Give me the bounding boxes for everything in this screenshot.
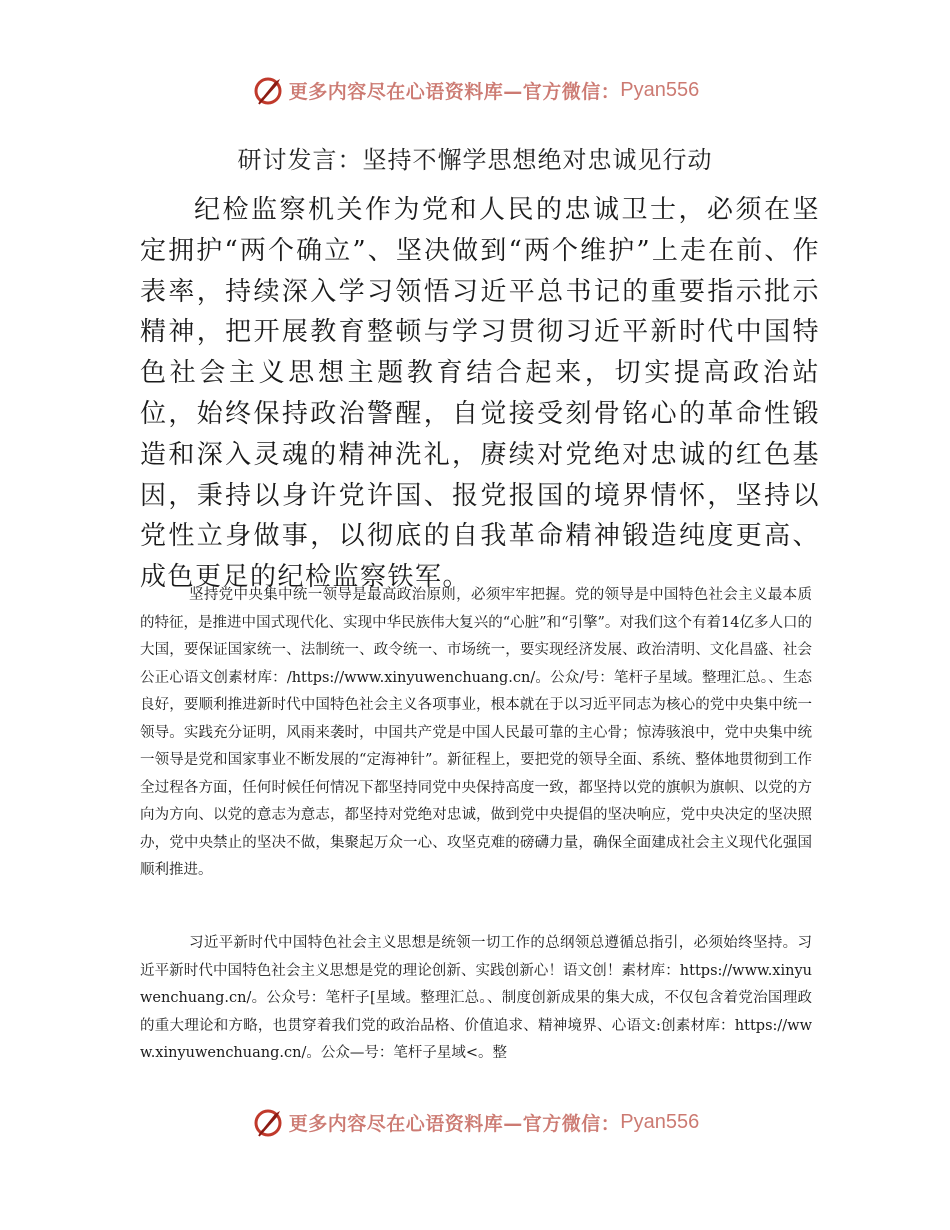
banner-text: 更多内容尽在心语资料库—官方微信： — [288, 1112, 621, 1135]
body-paragraph-1: 坚持党中央集中统一领导是最高政治原则，必须牢牢把握。党的领导是中国特色社会主义最本质的特征，是推进中国式现代化、实现中华民族伟大复兴的“心脏”和“引擎”。对我们这个有着14亿多人口的大国，要保证国家统一、法制统一、政令统一、市场统一，要实现经济发展、政治清明、文化昌盛、社会公正心语文创素材库：/https://www.xinyuwenchuang.cn/。公众/号：笔杆子星域。整理汇总。、生态良好，要顺利推进新时代中国特色社会主义各项事业，根本就在于以习近平同志为核心的党中央集中统一领导。实践充分证明，风雨来袭时，中国共产党是中国人民最可靠的主心骨；惊涛骇浪中，党中央集中统一领导是党和国家事业不断发展的“定海神针”。新征程上，要把党的领导全面、系统、整体地贯彻到工作全过程各方面，任何时候任何情况下都坚持同党中央保持高度一致，都坚持以党的旗帜为旗帜、以党的方向为方向、以党的意志为意志，都坚持对党绝对忠诚，做到党中央提倡的坚决响应，党中央决定的坚决照办，党中央禁止的坚决不做，集聚起万众一心、攻坚克难的磅礴力量，确保全面建成社会主义现代化强国顺利推进。 — [140, 587, 812, 878]
body-paragraph-2: 习近平新时代中国特色社会主义思想是统领一切工作的总纲领总遵循总指引，必须始终坚持。习近平新时代中国特色社会主义思想是党的理论创新、实践创新心！语文创！素材库：https://www.xinyuwenchuang.cn/。公众号：笔杆子[星域。整理汇总。、制度创新成果的集大成，不仅包含着党治国理政的重大理论和方略，也贯穿着我们党的政治品格、价值追求、精神境界、心语文:创素材库：https://www.xinyuwenchuang.cn/。公众—号：笔杆子星域<。整 — [140, 935, 812, 1061]
quill-pen-icon — [251, 1105, 285, 1139]
lead-paragraph: 纪检监察机关作为党和人民的忠诚卫士，必须在坚定拥护“两个确立”、坚决做到“两个维护”上走在前、作表率，持续深入学习领悟习近平总书记的重要指示批示精神，把开展教育整顿与学习贯彻习近平新时代中国特色社会主义思想主题教育结合起来，切实提高政治站位，始终保持政治警醒，自觉接受刻骨铭心的革命性锻造和深入灵魂的精神洗礼，赓续对党绝对忠诚的红色基因，秉持以身许党许国、报党报国的境界情怀，坚持以党性立身做事，以彻底的自我革命精神锻造纯度更高、成色更足的纪检监察铁军。 — [140, 195, 820, 593]
wechat-account: Pyan556 — [620, 1110, 700, 1133]
header-banner — [0, 68, 950, 112]
wechat-account: Pyan556 — [620, 78, 700, 101]
footer-banner — [0, 1100, 950, 1144]
quill-pen-icon — [251, 73, 285, 107]
page-title: 研讨发言：坚持不懈学思想绝对忠诚见行动 — [237, 146, 713, 174]
banner-text: 更多内容尽在心语资料库—官方微信： — [288, 80, 621, 103]
